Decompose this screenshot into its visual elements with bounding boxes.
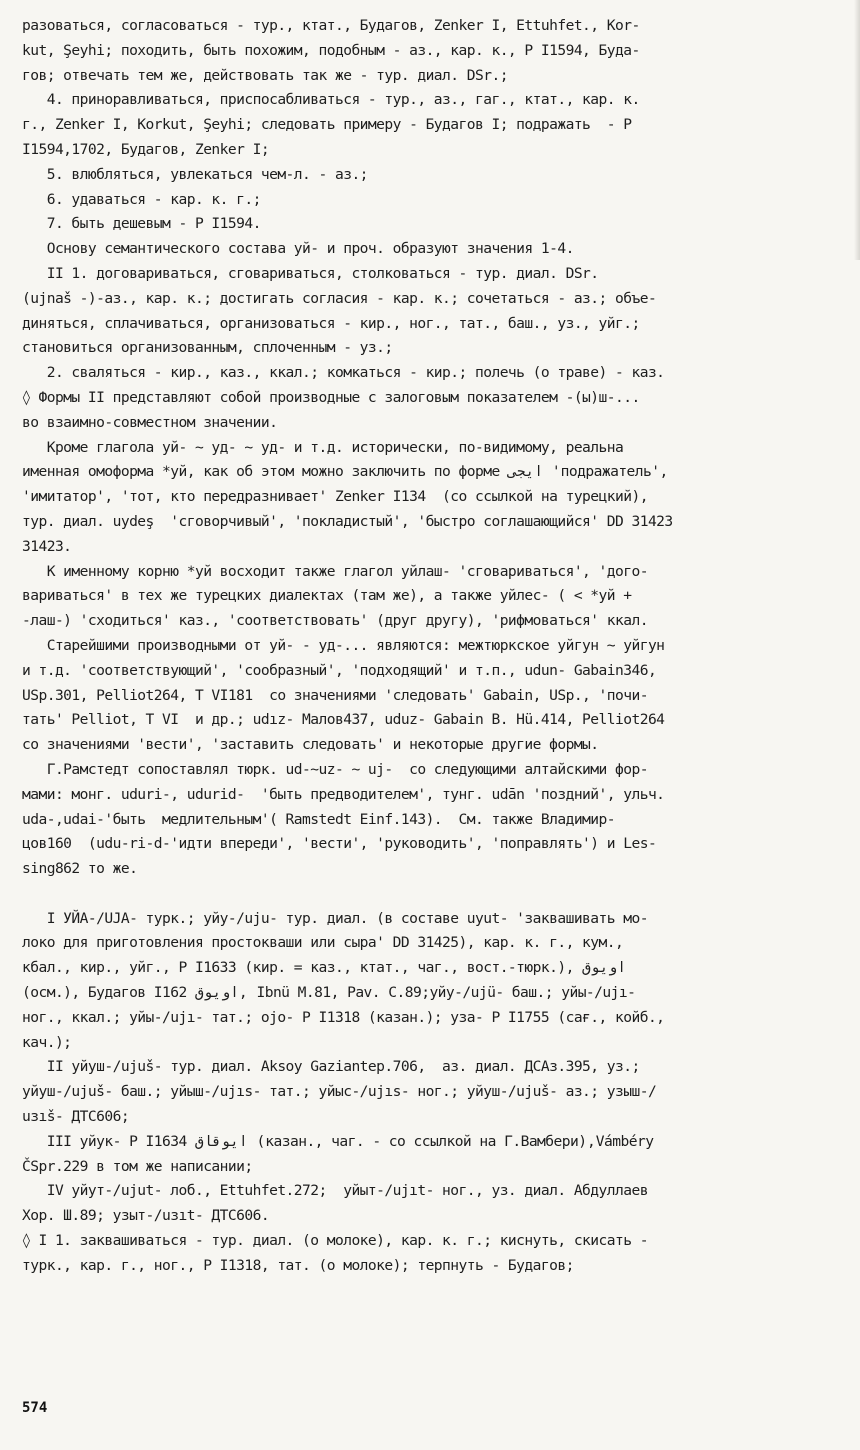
text-line: I УЙА-/UJA- турк.; уйу-/uju- тур. диал. (в составе uyut- 'заквашивать мо- [22, 909, 648, 927]
text-line: кач.); [22, 1033, 72, 1051]
text-line: -лаш-) 'сходиться' каз., 'соответствовать' (друг другу), 'рифмоваться' ккал. [22, 612, 648, 630]
text-line: ◊ Формы II представляют собой производные с залоговым показателем -(ы)ш-... [22, 388, 640, 406]
text-line: кбал., кир., уйг., Р I1633 (кир. = каз., ктат., чаг., вост.-тюрк.), اويوق [22, 959, 626, 977]
text-line: локо для приготовления простокваши или сыра' DD 31425), кар. к. г., кум., [22, 934, 624, 952]
page-number: 574 [22, 1400, 48, 1416]
text-line: Г.Рамстедт сопоставлял тюрк. ud-~uz- ~ uj- со следующими алтайскими фор- [22, 760, 648, 778]
text-line: 4. приноравливаться, приспосабливаться - тур., аз., гаг., ктат., кар. к. [22, 91, 640, 109]
text-line: uзıš- ДТС606; [22, 1108, 130, 1126]
text-line: IV уйут-/ujut- лоб., Ettuhfet.272; уйыт-/ujıt- ног., уз. диал. Абдуллаев [22, 1182, 648, 1200]
text-line: 5. влюбляться, увлекаться чем-л. - аз.; [22, 165, 368, 183]
text-line: турк., кар. г., ног., Р I1318, тат. (о молоке); терпнуть - Будагов; [22, 1256, 574, 1274]
text-line: именная омоформа *уй, как об этом можно заключить по форме ايجى 'подражатель', [22, 463, 668, 481]
text-line: г., Zenker I, Korkut, Şeyhi; следовать примеру - Будагов I; подражать - Р [22, 116, 632, 134]
text-line: диняться, сплачиваться, организоваться - кир., ног., тат., баш., уз., уйг.; [22, 314, 640, 332]
text-line: вариваться' в тех же турецких диалектах (там же), а также уйлес- ( < *уй + [22, 587, 632, 605]
text-line: II 1. договариваться, сговариваться, столковаться - тур. диал. DSr. [22, 264, 599, 282]
text-line: 7. быть дешевым - Р I1594. [22, 215, 261, 233]
text-line: I1594,1702, Будагов, Zenker I; [22, 140, 270, 158]
text-line: со значениями 'вести', 'заставить следовать' и некоторые другие формы. [22, 736, 599, 754]
text-line: (ujnaš -)-аз., кар. к.; достигать согласия - кар. к.; сочетаться - аз.; объе- [22, 289, 657, 307]
text-line: 2. сваляться - кир., каз., ккал.; комкаться - кир.; полечь (о траве) - каз. [22, 364, 665, 382]
text-line: 6. удаваться - кар. к. г.; [22, 190, 261, 208]
text-line: kut, Şeyhi; походить, быть похожим, подобным - аз., кар. к., Р I1594, Буда- [22, 41, 640, 59]
text-line: Хор. Ш.89; узыт-/uзıt- ДТС606. [22, 1207, 270, 1225]
text-line: Кроме глагола уй- ~ уд- ~ уд- и т.д. исторически, по-видимому, реальна [22, 438, 624, 456]
page-edge-shadow [854, 0, 860, 260]
text-line: III уйук- Р I1634 ايوقاق (казан., чаг. - со ссылкой на Г.Вамбери),Vámbéry [22, 1132, 654, 1150]
document-body [22, 14, 848, 1279]
text-line: мами: монг. uduri-, udurid- 'быть предводителем', тунг. udān 'поздний', ульч. [22, 785, 665, 803]
text-line: К именному корню *уй восходит также глагол уйлаш- 'сговариваться', 'дого- [22, 562, 648, 580]
text-line: ног., ккал.; уйы-/ujı- тат.; ојо- Р I1318 (казан.); уза- Р I1755 (сағ., койб., [22, 1008, 665, 1026]
text-line: 'имитатор', 'тот, кто передразнивает' Zenker I134 (со ссылкой на турецкий), [22, 488, 648, 506]
text-line: II уйуш-/ujuš- тур. диал. Aksoy Gaziantep.706, аз. диал. ДСАз.395, уз.; [22, 1058, 640, 1076]
text-line: тур. диал. uydeş 'сговорчивый', 'покладистый', 'быстро соглашающийся' DD 31423 [22, 512, 673, 530]
text-line: USp.301, Pelliot264, T VI181 со значениями 'следовать' Gabain, USp., 'почи- [22, 686, 648, 704]
text-line: уйуш-/ujuš- баш.; уйыш-/ujıs- тат.; уйыс-/ujıs- ног.; уйуш-/ujuš- аз.; узыш-/ [22, 1083, 657, 1101]
text-line: Старейшими производными от уй- - уд-... являются: межтюркское уйгун ~ уйгун [22, 636, 665, 654]
text-line: ČSpr.229 в том же написании; [22, 1157, 253, 1175]
text-line: и т.д. 'соответствующий', 'сообразный', 'подходящий' и т.п., udun- Gabain346, [22, 661, 657, 679]
text-line: Основу семантического состава уй- и проч. образуют значения 1-4. [22, 240, 574, 258]
text-line [22, 882, 848, 907]
text-line: разоваться, согласоваться - тур., ктат., Будагов, Zenker I, Ettuhfet., Kor- [22, 17, 640, 34]
text-line: 31423. [22, 537, 72, 555]
text-line: тать' Pelliot, T VI и др.; udız- Малов437, uduz- Gabain B. Hü.414, Pelliot264 [22, 711, 665, 729]
text-line: цов160 (udu-ri-d-'идти впереди', 'вести', 'руководить', 'поправлять') и Les- [22, 835, 657, 853]
text-line: становиться организованным, сплоченным - уз.; [22, 339, 393, 357]
text-line: во взаимно-совместном значении. [22, 413, 278, 431]
text-line: (осм.), Будагов I162 اويوق, Ibnü M.81, Pav. C.89;уйу-/ujü- баш.; уйы-/ujı- [22, 984, 636, 1002]
text-line: гов; отвечать тем же, действовать так же - тур. диал. DSr.; [22, 66, 508, 84]
text-line: ◊ I 1. заквашиваться - тур. диал. (о молоке), кар. к. г.; киснуть, скисать - [22, 1232, 648, 1250]
text-line: uda-,udai-'быть медлительным'( Ramstedt Einf.143). См. также Владимир- [22, 810, 616, 828]
text-line: sing862 то же. [22, 860, 138, 878]
